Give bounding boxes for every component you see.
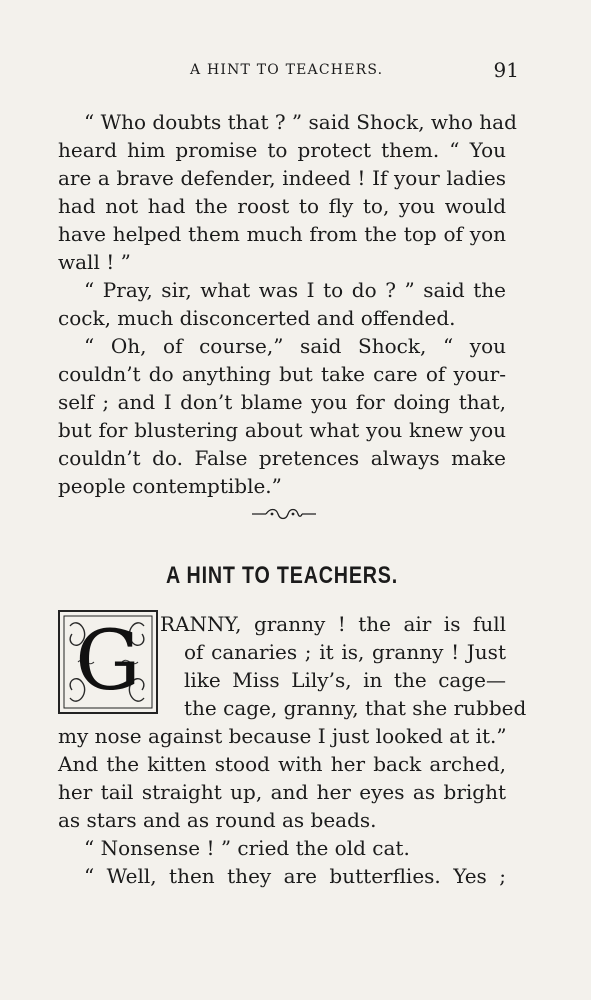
text-line: people contemptible.” bbox=[58, 474, 282, 498]
text-line: her tail straight up, and her eyes as bright bbox=[58, 780, 506, 804]
kitten-story bbox=[58, 722, 506, 890]
decorative-initial bbox=[58, 610, 158, 714]
text-line: had not had the roost to fly to, you would bbox=[58, 194, 506, 218]
text-line: as stars and as round as beads. bbox=[58, 808, 377, 832]
text-line: but for blustering about what you knew you bbox=[58, 418, 506, 442]
text-line: “ Well, then they are butterflies. Yes ; bbox=[84, 864, 506, 888]
text-line: couldn’t do. False pretences always make bbox=[58, 446, 506, 470]
text-line: self ; and I don’t blame you for doing that, bbox=[58, 390, 506, 414]
text-line: And the kitten stood with her back arched, bbox=[58, 752, 506, 776]
text-line: my nose against because I just looked at it.” bbox=[58, 724, 507, 748]
drop-cap-letter: G bbox=[75, 614, 141, 709]
page-number: 91 bbox=[493, 58, 519, 82]
text-line: wall ! ” bbox=[58, 250, 131, 274]
text-line: “ Pray, sir, what was I to do ? ” said the bbox=[84, 278, 506, 302]
text-line: have helped them much from the top of yon bbox=[58, 222, 506, 246]
text-line: of canaries ; it is, granny ! Just bbox=[184, 640, 506, 664]
running-head bbox=[60, 58, 519, 86]
text-line: the cage, granny, that she rubbed bbox=[184, 696, 527, 720]
story-ending bbox=[58, 108, 517, 500]
running-title: A HINT TO TEACHERS. bbox=[190, 62, 384, 78]
text-line: cock, much disconcerted and offended. bbox=[58, 306, 456, 330]
text-line: “ Who doubts that ? ” said Shock, who had bbox=[84, 110, 517, 134]
text-line: “ Oh, of course,” said Shock, “ you bbox=[84, 334, 506, 358]
text-line: are a brave defender, indeed ! If your ladies bbox=[58, 166, 506, 190]
text-line: heard him promise to protect them. “ You bbox=[58, 138, 506, 162]
section-title: A HINT TO TEACHERS. bbox=[165, 562, 399, 589]
section-divider-ornament bbox=[250, 507, 318, 521]
text-line: couldn’t do anything but take care of your- bbox=[58, 362, 506, 386]
text-line: “ Nonsense ! ” cried the old cat. bbox=[84, 836, 410, 860]
drop-cap-paragraph bbox=[160, 610, 527, 722]
text-line: like Miss Lily’s, in the cage— bbox=[184, 668, 506, 692]
text-line: RANNY, granny ! the air is full bbox=[160, 612, 506, 636]
